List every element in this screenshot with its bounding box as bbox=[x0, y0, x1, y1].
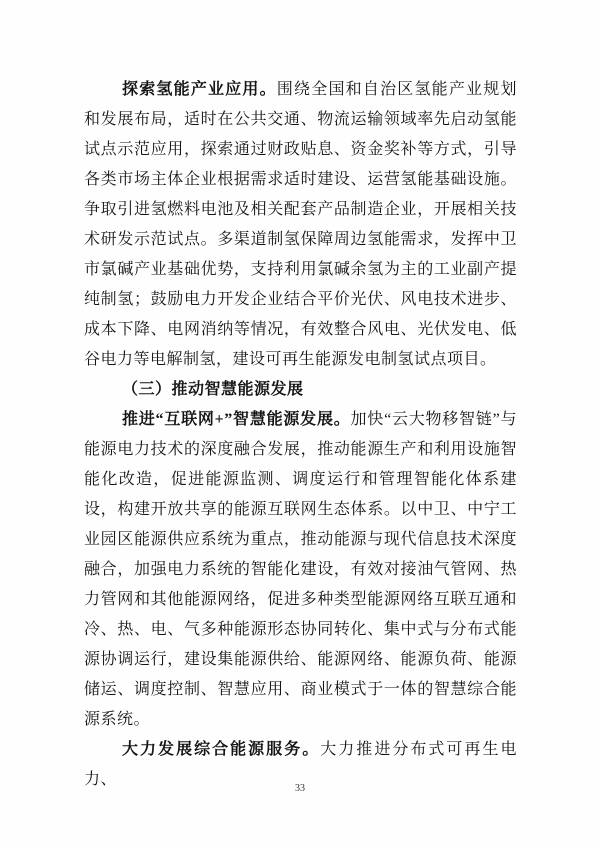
paragraph-body-internet-plus: 加快“云大物移智链”与能源电力技术的深度融合发展，推动能源生产和利用设施智能化改造，促进能源监测、调度运行和管理智能化体系建设，构建开放共享的能源互联网生态体系。以中卫、中宁工业园区能源供应系统为重点，推动能源与现代信息技术深度融合，加强电力系统的智能化建设，有效对接油气管网、热力管网和其他能源网络，促进多种类型能源网络互联互通和冷、热、电、气多种能源形态协同转化、集中式与分布式能源协调运行，建设集能源供给、能源网络、能源负荷、能源储运、调度控制、智慧应用、商业模式于一体的智慧综合能源系统。 bbox=[84, 411, 517, 728]
paragraph-lead-hydrogen: 探索氢能产业应用。 bbox=[122, 81, 277, 98]
paragraph-hydrogen-application bbox=[84, 75, 517, 375]
paragraph-lead-integrated-services: 大力发展综合能源服务。 bbox=[122, 741, 321, 758]
paragraph-body-hydrogen: 围绕全国和自治区氢能产业规划和发展布局，适时在公共交通、物流运输领域率先启动氢能试点示范应用，探索通过财政贴息、资金奖补等方式，引导各类市场主体企业根据需求适时建设、运营氢能基础设施。争取引进氢燃料电池及相关配套产品制造企业，开展相关技术研发示范试点。多渠道制氢保障周边氢能需求，发挥中卫市氯碱产业基础优势，支持利用氯碱余氢为主的工业副产提纯制氢；鼓励电力开发企业结合平价光伏、风电技术进步、成本下降、电网消纳等情况，有效整合风电、光伏发电、低谷电力等电解制氢，建设可再生能源发电制氢试点项目。 bbox=[84, 81, 517, 368]
document-content bbox=[84, 75, 517, 795]
paragraph-internet-plus bbox=[84, 405, 517, 735]
section-heading-smart-energy: （三）推动智慧能源发展 bbox=[122, 381, 304, 398]
page-number: 33 bbox=[295, 783, 305, 794]
paragraph-lead-internet-plus: 推进“互联网+”智慧能源发展。 bbox=[122, 411, 351, 428]
paragraph-body-integrated-services: 大力推进分布式可再生电力、 bbox=[84, 741, 517, 788]
